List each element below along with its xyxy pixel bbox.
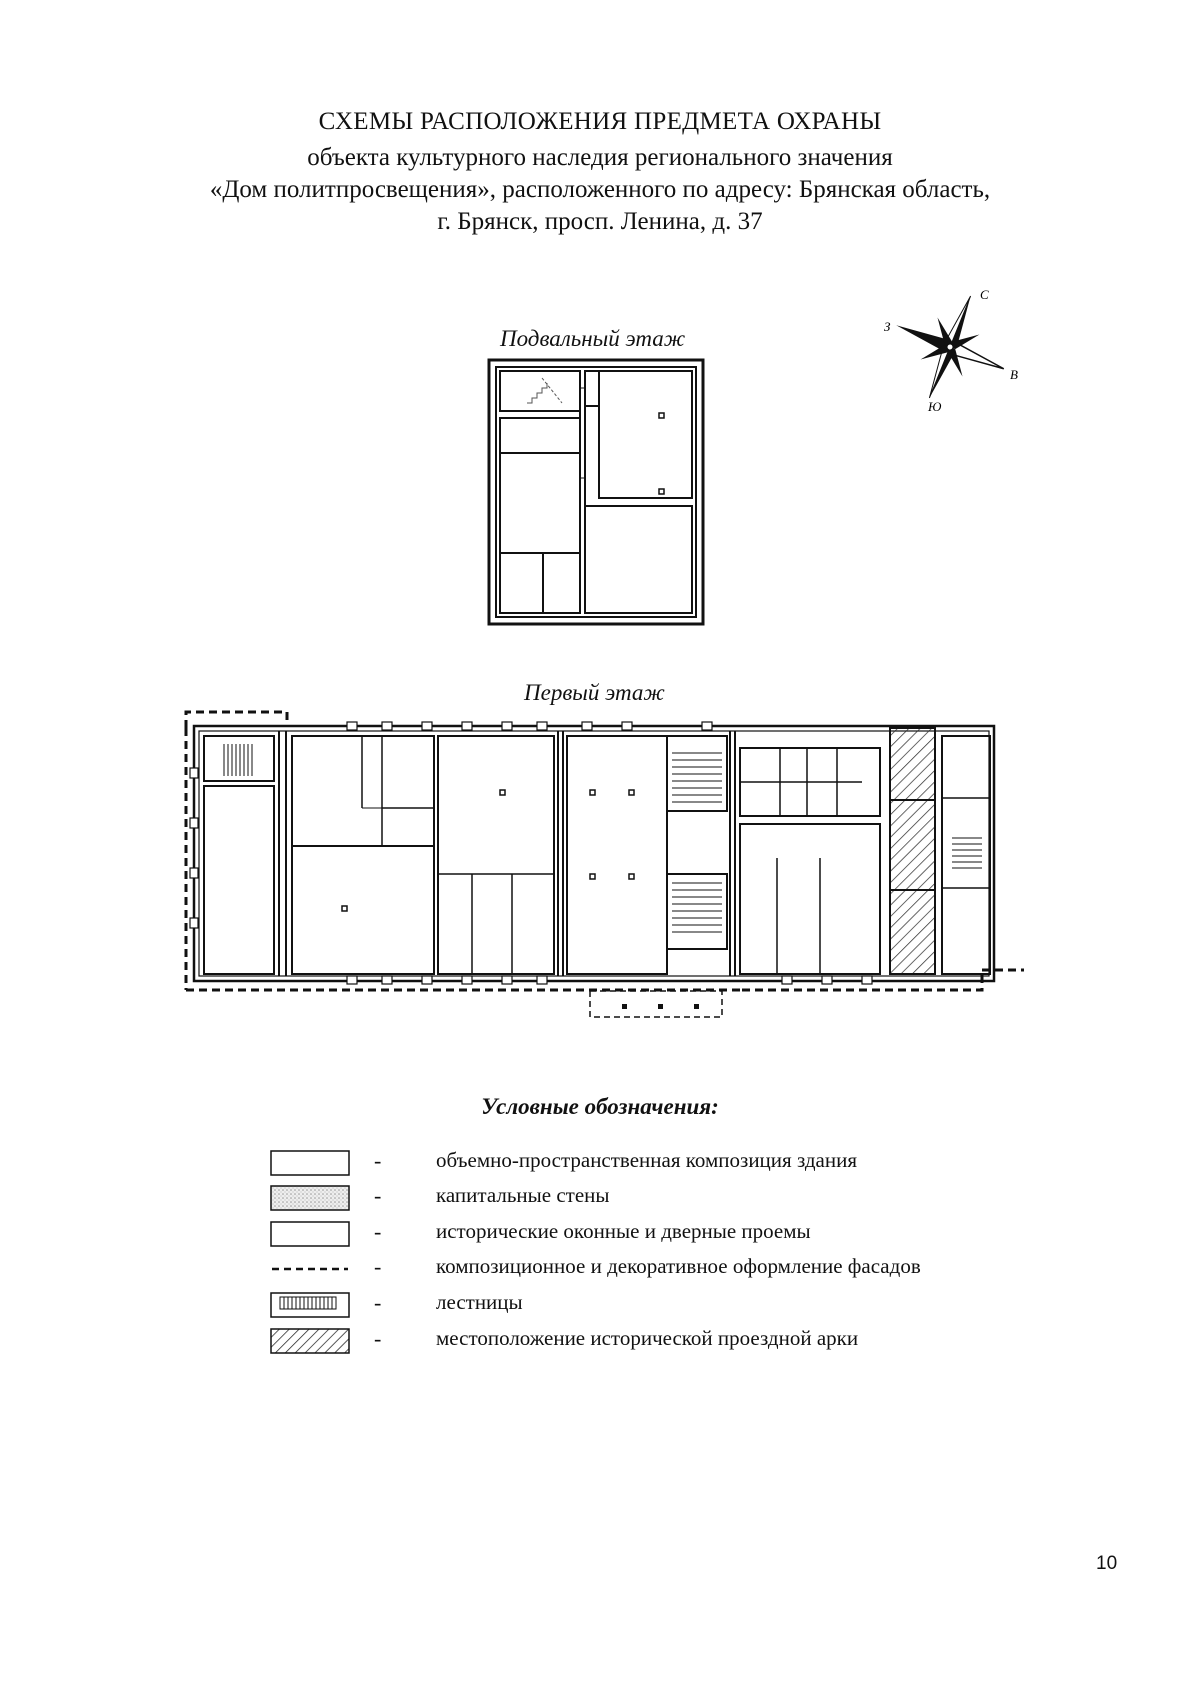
dashed-line-icon <box>270 1256 350 1282</box>
plain-box-icon <box>270 1221 350 1247</box>
basement-floor-label: Подвальный этаж <box>500 326 686 351</box>
legend-dash: - <box>374 1148 382 1173</box>
legend-text: местоположение исторической проездной арки <box>436 1326 859 1350</box>
stippled-box-icon <box>270 1185 350 1211</box>
legend-dash: - <box>374 1219 382 1244</box>
legend-text: объемно-пространственная композиция здания <box>436 1148 857 1172</box>
document-subtitle-line: «Дом политпросвещения», расположенного по адресу: Брянская область, <box>209 176 991 203</box>
legend-dash: - <box>374 1290 382 1315</box>
compass-east-label: В <box>1010 367 1018 382</box>
document-title: СХЕМЫ РАСПОЛОЖЕНИЯ ПРЕДМЕТА ОХРАНЫ <box>318 108 882 135</box>
plain-box-icon <box>270 1150 350 1176</box>
legend-text: исторические оконные и дверные проемы <box>436 1219 811 1243</box>
legend-text: лестницы <box>436 1290 523 1314</box>
hatched-box-icon <box>270 1328 350 1354</box>
page-number: 10 <box>1096 1553 1118 1574</box>
compass-north-label: С <box>980 287 989 302</box>
legend-title: Условные обозначения: <box>481 1094 719 1119</box>
document-subtitle-line: г. Брянск, просп. Ленина, д. 37 <box>437 208 763 235</box>
document-subtitle-line: объекта культурного наследия регионального значения <box>307 144 893 171</box>
legend-dash: - <box>374 1183 382 1208</box>
basement-floor-plan <box>487 358 707 628</box>
legend-dash: - <box>374 1254 382 1279</box>
ground-floor-plan <box>182 708 1052 1020</box>
stairs-box-icon <box>270 1292 350 1318</box>
compass-west-label: З <box>884 319 891 334</box>
compass-rose-icon <box>880 285 1020 415</box>
legend-dash: - <box>374 1326 382 1351</box>
ground-floor-label: Первый этаж <box>524 680 665 705</box>
legend-text: композиционное и декоративное оформление фасадов <box>436 1254 921 1278</box>
legend-text: капитальные стены <box>436 1183 610 1207</box>
compass-south-label: Ю <box>928 399 942 414</box>
